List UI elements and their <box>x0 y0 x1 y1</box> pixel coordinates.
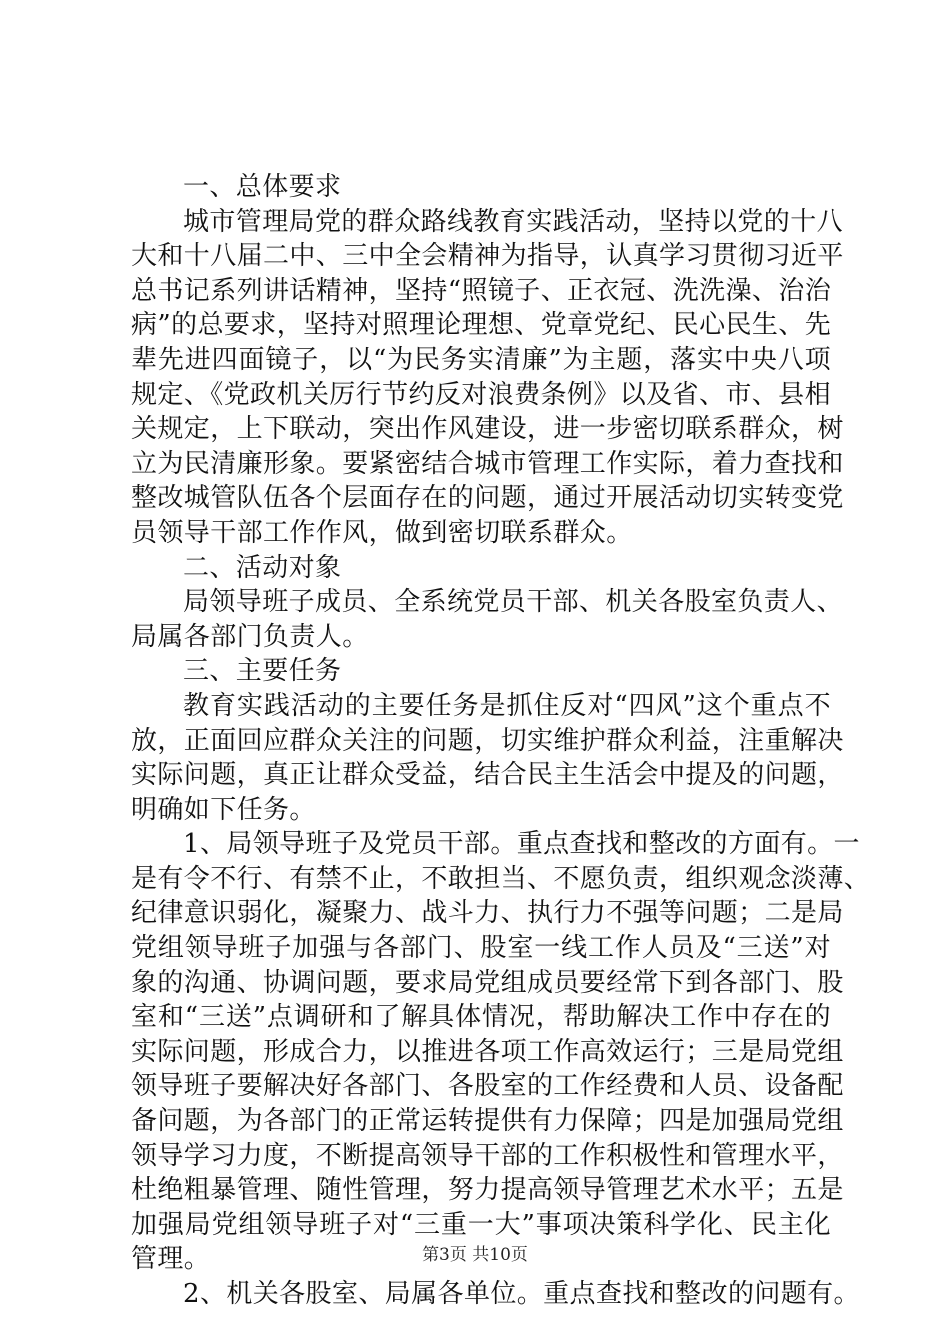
paragraph-line: 关规定，上下联动，突出作风建设，进一步密切联系群众，树 <box>131 414 844 445</box>
paragraph-line: 领导班子要解决好各部门、各股室的工作经费和人员、设备配 <box>131 1071 844 1102</box>
paragraph-line: 是有令不行、有禁不止，不敢担当、不愿负责，组织观念淡薄、 <box>131 863 871 894</box>
paragraph-line: 明确如下任务。 <box>131 794 316 825</box>
paragraph-line: 党组领导班子加强与各部门、股室一线工作人员及“三送”对 <box>131 933 831 964</box>
paragraph-line: 纪律意识弱化，凝聚力、战斗力、执行力不强等问题；二是局 <box>131 898 844 929</box>
paragraph-line: 大和十八届二中、三中全会精神为指导，认真学习贯彻习近平 <box>131 241 844 272</box>
paragraph-line: 杜绝粗暴管理、随性管理，努力提高领导管理艺术水平；五是 <box>131 1175 844 1206</box>
paragraph-line: 立为民清廉形象。要紧密结合城市管理工作实际，着力查找和 <box>131 448 844 479</box>
document-body <box>131 170 871 1312</box>
paragraph-line: 整改城管队伍各个层面存在的问题，通过开展活动切实转变党 <box>131 483 844 514</box>
paragraph-line: 放，正面回应群众关注的问题，切实维护群众利益，注重解决 <box>131 725 844 756</box>
section-heading: 二、活动对象 <box>183 552 342 583</box>
paragraph-line: 领导学习力度，不断提高领导干部的工作积极性和管理水平， <box>131 1140 844 1171</box>
paragraph-line: 加强局党组领导班子对“三重一大”事项决策科学化、民主化 <box>131 1209 831 1240</box>
paragraph-line: 教育实践活动的主要任务是抓住反对“四风”这个重点不 <box>183 690 831 721</box>
paragraph-line: 2、机关各股室、局属各单位。重点查找和整改的问题有。 <box>183 1279 860 1309</box>
page-footer <box>0 1244 950 1266</box>
paragraph-line: 局属各部门负责人。 <box>131 621 369 652</box>
page-number-label: 第3页 共10页 <box>422 1245 528 1265</box>
paragraph-line: 1、局领导班子及党员干部。重点查找和整改的方面有。一 <box>183 829 860 860</box>
section-heading: 一、总体要求 <box>183 172 342 202</box>
paragraph-line: 备问题，为各部门的正常运转提供有力保障；四是加强局党组 <box>131 1106 844 1137</box>
paragraph-line: 辈先进四面镜子，以“为民务实清廉”为主题，落实中央八项 <box>131 344 831 375</box>
paragraph-line: 城市管理局党的群众路线教育实践活动，坚持以党的十八 <box>183 206 844 237</box>
paragraph-line: 规定、《党政机关厉行节约反对浪费条例》以及省、市、县相 <box>131 379 831 410</box>
paragraph-line: 室和“三送”点调研和了解具体情况，帮助解决工作中存在的 <box>131 1002 831 1033</box>
paragraph-line: 实际问题，形成合力，以推进各项工作高效运行；三是局党组 <box>131 1036 844 1067</box>
paragraph-line: 员领导干部工作作风，做到密切联系群众。 <box>131 517 633 548</box>
section-heading: 三、主要任务 <box>183 656 342 687</box>
paragraph-line: 象的沟通、协调问题，要求局党组成员要经常下到各部门、股 <box>131 967 844 998</box>
paragraph-line: 管理。 <box>131 1244 211 1275</box>
paragraph-line: 局领导班子成员、全系统党员干部、机关各股室负责人、 <box>183 587 844 618</box>
paragraph-line: 病”的总要求，坚持对照理论理想、党章党纪、民心民生、先 <box>131 310 832 341</box>
paragraph-line: 总书记系列讲话精神，坚持“照镜子、正衣冠、洗洗澡、治治 <box>131 275 832 306</box>
paragraph-line: 实际问题，真正让群众受益，结合民主生活会中提及的问题， <box>131 760 844 791</box>
